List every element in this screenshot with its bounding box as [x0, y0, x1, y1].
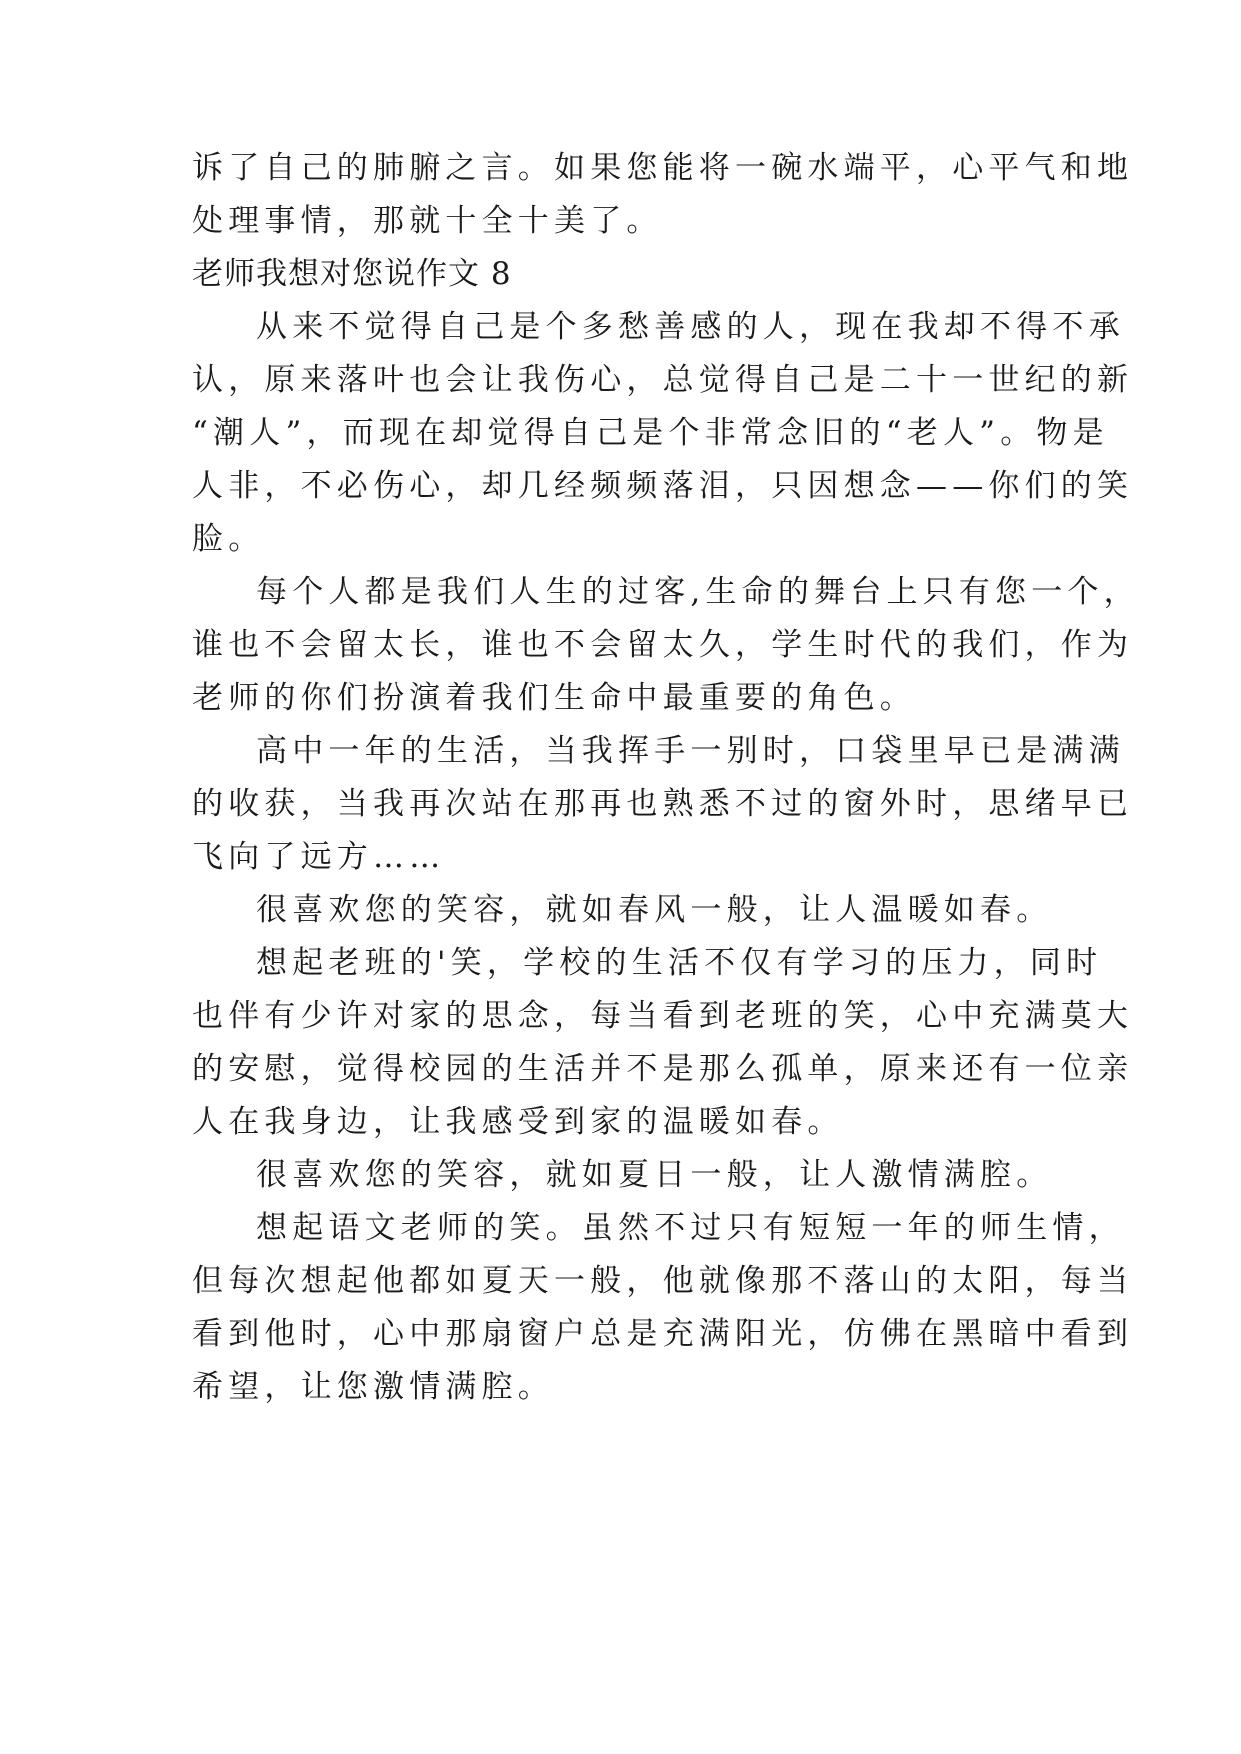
essay-title: 老师我想对您说作文 8 [192, 256, 512, 292]
text-line: 飞向了远方…… [192, 839, 446, 875]
text-line: 老师的你们扮演着我们生命中最重要的角色。 [192, 680, 916, 716]
text-line: 看到他时，心中那扇窗户总是充满阳光，仿佛在黑暗中看到 [192, 1316, 1134, 1352]
text-line: 诉了自己的肺腑之言。如果您能将一碗水端平，心平气和地 [192, 150, 1134, 186]
paragraph-first-line: 很喜欢您的笑容，就如夏日一般，让人激情满腔。 [256, 1157, 1053, 1193]
text-line: 认，原来落叶也会让我伤心，总觉得自己是二十一世纪的新 [192, 362, 1134, 398]
text-line: 处理事情，那就十全十美了。 [192, 203, 663, 239]
text-line: 的收获，当我再次站在那再也熟悉不过的窗外时，思绪早已 [192, 786, 1134, 822]
text-line: 但每次想起他都如夏天一般，他就像那不落山的太阳，每当 [192, 1263, 1134, 1299]
text-line: 希望，让您激情满腔。 [192, 1369, 554, 1405]
text-line: 谁也不会留太长，谁也不会留太久，学生时代的我们，作为 [192, 627, 1134, 663]
paragraph-first-line: 很喜欢您的笑容，就如春风一般，让人温暖如春。 [256, 892, 1053, 928]
paragraph-first-line: 每个人都是我们人生的过客,生命的舞台上只有您一个， [256, 574, 1140, 610]
text-line: 人非，不必伤心，却几经频频落泪，只因想念——你们的笑 [192, 468, 1134, 504]
text-line: 人在我身边，让我感受到家的温暖如春。 [192, 1104, 844, 1140]
text-line: 也伴有少许对家的思念，每当看到老班的笑，心中充满莫大 [192, 998, 1134, 1034]
text-line: 脸。 [192, 521, 265, 557]
paragraph-first-line: 想起语文老师的笑。虽然不过只有短短一年的师生情， [256, 1210, 1125, 1246]
paragraph-first-line: 高中一年的生活，当我挥手一别时，口袋里早已是满满 [256, 733, 1125, 769]
text-line: 的安慰，觉得校园的生活并不是那么孤单，原来还有一位亲 [192, 1051, 1134, 1087]
paragraph-first-line: 从来不觉得自己是个多愁善感的人，现在我却不得不承 [256, 309, 1125, 345]
text-line: “潮人”，而现在却觉得自己是个非常念旧的“老人”。物是 [192, 415, 1109, 451]
paragraph-first-line: 想起老班的'笑，学校的生活不仅有学习的压力，同时 [256, 945, 1103, 981]
